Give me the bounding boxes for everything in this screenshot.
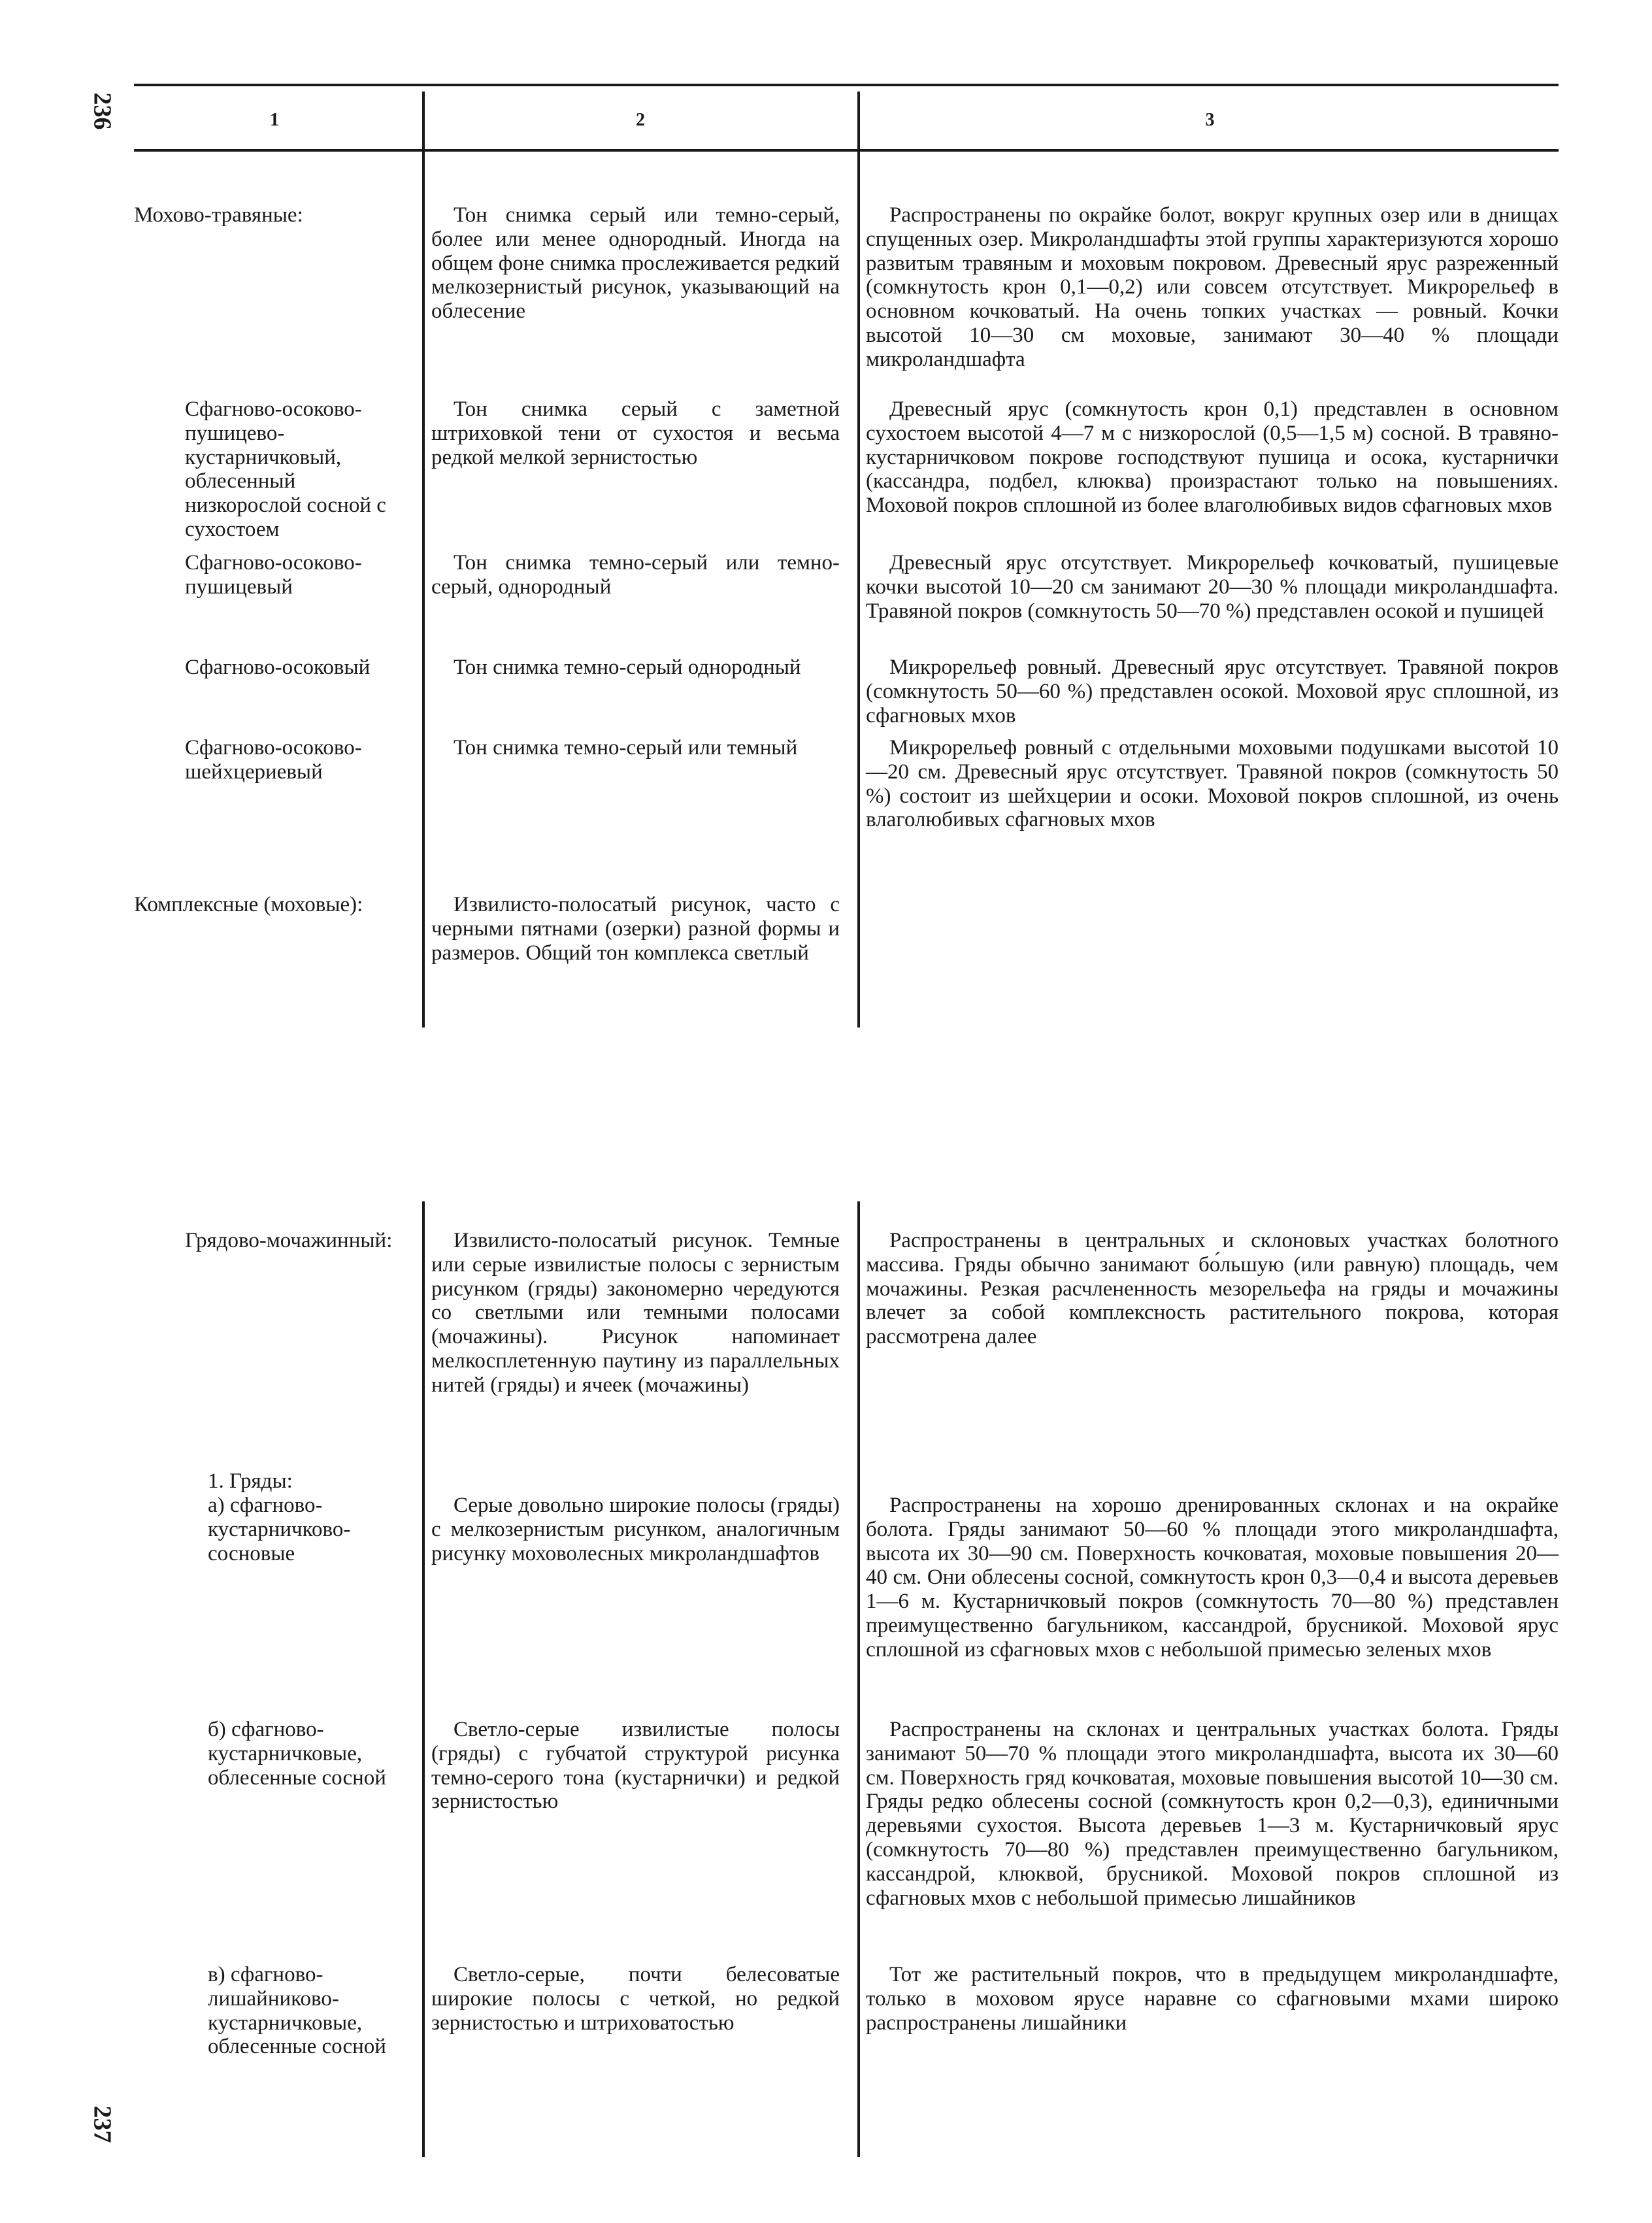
table-cell-description: Микрорельеф ровный. Древесный ярус отсутствует. Травяной покров (сомкнутость 50—60 %) представлен осокой. Моховой ярус сплошной, из сфагновых мхов bbox=[866, 656, 1559, 727]
table-cell-photo-tone: Серые довольно широкие полосы (гряды) с мелкозернистым рисунком, аналогичным рисунку моховолесных микроландшафтов bbox=[431, 1494, 840, 1565]
table-cell-description: Распространены в центральных и склоновых участках болотного массива. Гряды обычно занимают бо́льшую (или равную) площадь, чем мочажины. Резкая расчлененность мезорельефа на гряды и мочажины влечет за собой комплексность растительного покрова, которая рассмотрена далее bbox=[866, 1229, 1559, 1349]
table-cell-photo-tone: Светло-серые извилистые полосы (гряды) с губчатой структурой рисунка темно-серого тона (кустарнички) и редкой зернистостью bbox=[431, 1718, 840, 1814]
table-cell-description: Распространены по окрайке болот, вокруг крупных озер или в днищах спущенных озер. Микроландшафты этой группы характеризуются хорошо развитым травяным и моховым покровом. Древесный ярус разреженный (сомкнутость крон 0,1—0,2) или совсем отсутствует. Микрорельеф в основном кочковатый. На очень топких участках — ровный. Кочки высотой 10—30 см моховые, занимают 30—40 % площади микроландшафта bbox=[866, 203, 1559, 371]
table-cell-type: в) сфагново-лишайниково-кустарничковые, облесенные сосной bbox=[208, 1963, 386, 2059]
table-cell-description: Распространены на склонах и центральных участках болота. Гряды занимают 50—70 % площади этого микроландшафта, высота их 30—60 см. Поверхность гряд кочковатая, моховые повышения высотой 10—30 см. Гряды редко облесены сосной (сомкнутость крон 0,2—0,3), единичными деревьями сухостоя. Высота деревьев 1—3 м. Кустарничковый ярус (сомкнутость 70—80 %) представлен преимущественно багульником, кассандрой, клюквой, брусникой. Моховой покров сплошной из сфагновых мхов с небольшой примесью лишайников bbox=[866, 1718, 1559, 1910]
column-header-2: 2 bbox=[636, 110, 645, 130]
table-cell-photo-tone: Светло-серые, почти белесоватые широкие полосы с четкой, но редкой зернистостью и штриховатостью bbox=[431, 1963, 840, 2035]
column-header-3: 3 bbox=[1205, 110, 1215, 130]
table-cell-description: Тот же растительный покров, что в предыдущем микроландшафте, только в моховом ярусе наравне со сфагновыми мхами широко распространены лишайники bbox=[866, 1963, 1559, 2035]
table-cell-type: б) сфагново-кустарничковые, облесенные сосной bbox=[208, 1718, 386, 1790]
table-header-rule bbox=[134, 149, 1559, 152]
column-divider bbox=[857, 1201, 860, 2157]
table-cell-photo-tone: Тон снимка серый с заметной штриховкой тени от сухостоя и весьма редкой мелкой зернистостью bbox=[431, 397, 840, 469]
table-cell-type: Сфагново-осоково-шейхцериевый bbox=[185, 736, 362, 784]
page-number-top: 236 bbox=[88, 92, 116, 130]
table-cell-type: Сфагново-осоковый bbox=[185, 656, 371, 679]
table-cell-description: Распространены на хорошо дренированных склонах и на окрайке болота. Гряды занимают 50—60 % площади этого микроландшафта, высота их 30—90 см. Поверхность кочковатая, моховые повышения 20—40 см. Они облесены сосной, сомкнутость крон 0,3—0,4 и высота деревьев 1—6 м. Кустарничковый покров (сомкнутость 70—80 %) представлен преимущественно багульником, кассандрой, брусникой. Моховой ярус сплошной из сфагновых мхов с небольшой примесью зеленых мхов bbox=[866, 1494, 1559, 1662]
table-cell-photo-tone: Тон снимка темно-серый однородный bbox=[454, 656, 801, 679]
table-cell-type: Комплексные (моховые): bbox=[134, 893, 363, 916]
table-cell-photo-tone: Извилисто-полосатый рисунок, часто с черными пятнами (озерки) разной формы и размеров. Общий тон комплекса светлый bbox=[431, 893, 840, 965]
column-divider bbox=[857, 92, 860, 1028]
table-cell-type: Сфагново-осоково-пушицевый bbox=[185, 551, 362, 599]
table-cell-description: Древесный ярус отсутствует. Микрорельеф кочковатый, пушицевые кочки высотой 10—20 см занимают 20—30 % площади микроландшафта. Травяной покров (сомкнутость 50—70 %) представлен осокой и пушицей bbox=[866, 551, 1559, 623]
column-divider bbox=[422, 1201, 425, 2157]
table-top-rule bbox=[134, 84, 1559, 86]
column-header-1: 1 bbox=[270, 110, 279, 130]
table-cell-description: Древесный ярус (сомкнутость крон 0,1) представлен в основном сухостоем высотой 4—7 м с низкорослой (0,5—1,5 м) сосной. В травяно-кустарничковом покрове господствуют пушица и осока, кустарнички (кассандра, подбел, клюква) произрастают только на повышениях. Моховой покров сплошной из более влаголюбивых видов сфагновых мхов bbox=[866, 397, 1559, 518]
table-cell-type: а) сфагново-кустарничково-сосновые bbox=[208, 1494, 351, 1565]
table-cell-photo-tone: Извилисто-полосатый рисунок. Темные или серые извилистые полосы с зернистым рисунком (гряды) закономерно чередуются со светлыми или темными полосами (мочажины). Рисунок напоминает мелкосплетенную паутину из параллельных нитей (гряды) и ячеек (мочажины) bbox=[431, 1229, 840, 1397]
page-number-bottom: 237 bbox=[88, 2105, 116, 2143]
table-cell-type: Мохово-травяные: bbox=[134, 203, 303, 227]
table-cell-type: Сфагново-осоково-пушицево-кустарничковый, облесенный низкорослой сосной с сухостоем bbox=[185, 397, 386, 541]
table-cell-photo-tone: Тон снимка темно-серый или темно-серый, однородный bbox=[431, 551, 840, 599]
table-cell-type: Грядово-мочажинный: bbox=[185, 1229, 393, 1252]
table-cell-photo-tone: Тон снимка серый или темно-серый, более или менее однородный. Иногда на общем фоне снимка прослеживается редкий мелкозернистый рисунок, указывающий на облесение bbox=[431, 203, 840, 324]
table-cell-photo-tone: Тон снимка темно-серый или темный bbox=[454, 736, 798, 760]
table-cell-description: Микрорельеф ровный с отдельными моховыми подушками высотой 10—20 см. Древесный ярус отсутствует. Травяной покров (сомкнутость 50 %) состоит из шейхцерии и осоки. Моховой покров сплошной, из очень влаголюбивых сфагновых мхов bbox=[866, 736, 1559, 832]
column-divider bbox=[422, 92, 425, 1028]
table-cell-subheading: 1. Гряды: bbox=[208, 1469, 293, 1493]
